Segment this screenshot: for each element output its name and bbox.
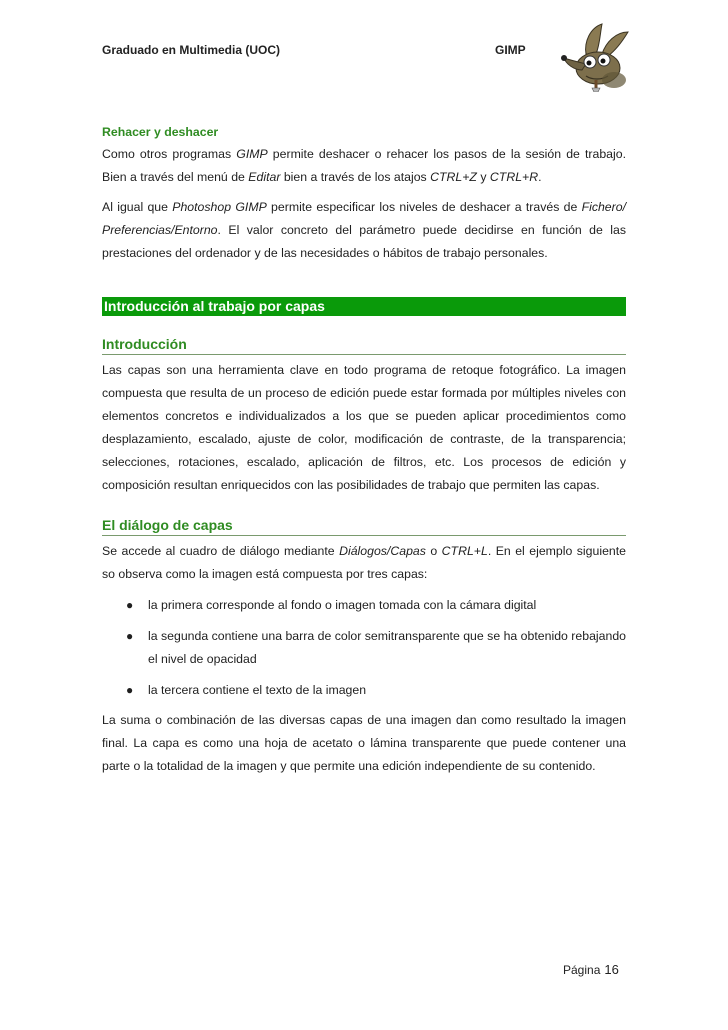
section-title-dialog: El diálogo de capas [102,516,626,536]
header-left-title: Graduado en Multimedia (UOC) [102,43,281,57]
layers-bullet-list [102,594,626,702]
main-content [102,124,626,778]
page-number: 16 [604,962,619,977]
undo-paragraph-1: Como otros programas GIMP permite deshacer o rehacer los pasos de la sesión de trabajo. Bien a través del menú de Editar bien a través de los atajos CTRL+Z y CTRL+R. [102,147,627,184]
section-title-undo: Rehacer y deshacer [102,125,219,139]
list-item: ● la primera corresponde al fondo o imagen tomada con la cámara digital [102,594,626,617]
dialog-paragraph-2: La suma o combinación de las diversas capas de una imagen dan como resultado la imagen final. La capa es como una hoja de acetato o lámina transparente que puede contener una parte o la totalidad de la imagen y que permite una edición independiente de su contenido. [102,713,626,773]
bullet-icon: ● [126,683,134,697]
gimp-wilber-logo-icon [556,20,632,92]
intro-paragraph: Las capas son una herramienta clave en todo programa de retoque fotográfico. La imagen compuesta que resulta de un proceso de edición puede estar formada por múltiples niveles con elementos concretos e individualizados a los que se pueden aplicar procedimientos como desplazamiento, escalado, ajuste de color, modificación de contraste, de la transparencia; selecciones, rotaciones, escalado, aplicación de filtros, etc. Los procesos de edición y composición resultan enriquecidos con las posibilidades de trabajo que permiten las capas. [102,363,626,492]
bullet-icon: ● [126,629,134,643]
section-title-intro: Introducción [102,335,626,355]
list-item: ● la segunda contiene una barra de color semitransparente que se ha obtenido rebajando el nivel de opacidad [102,625,626,671]
header-right-title: GIMP [495,43,526,57]
dialog-paragraph-1: Se accede al cuadro de diálogo mediante Diálogos/Capas o CTRL+L. En el ejemplo siguiente so observa como la imagen está compuesta por tres capas: [102,544,627,581]
chapter-title-bar: Introducción al trabajo por capas [102,297,626,316]
list-item: ● la tercera contiene el texto de la imagen [102,679,626,702]
undo-paragraph-2: Al igual que Photoshop GIMP permite especificar los niveles de deshacer a través de Fichero/ Preferencias/Entorno. El valor concreto del parámetro puede decidirse en función de las prestaciones del ordenador y de las necesidades o hábitos de trabajo personales. [102,200,626,260]
page-footer [563,962,619,977]
bullet-icon: ● [126,598,134,612]
page-label: Página [563,963,601,977]
